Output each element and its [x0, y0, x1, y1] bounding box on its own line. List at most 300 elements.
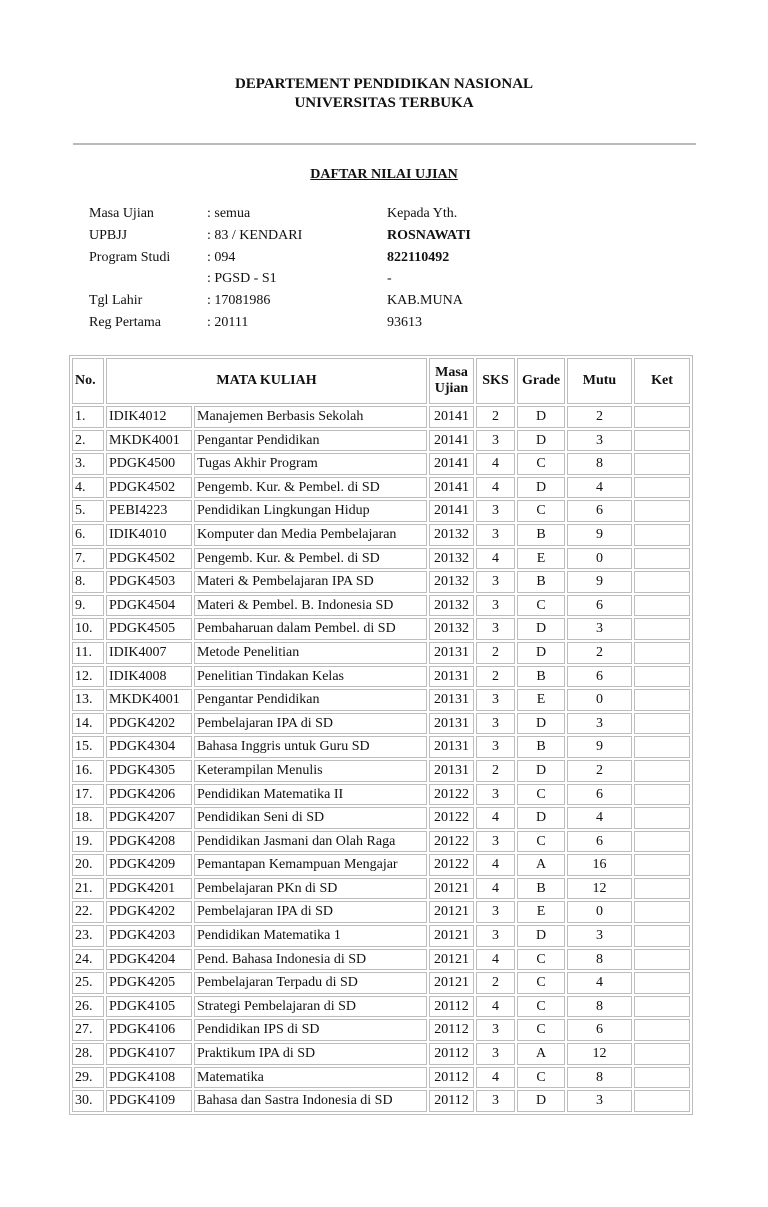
row-number-cell: 7. — [72, 548, 104, 570]
exam-period-cell: 20132 — [429, 524, 474, 546]
quality-points-cell: 16 — [567, 854, 632, 876]
remarks-cell — [634, 500, 690, 522]
course-name-cell: Materi & Pembelajaran IPA SD — [194, 571, 427, 593]
quality-points-cell: 2 — [567, 642, 632, 664]
credits-cell: 3 — [476, 713, 515, 735]
quality-points-cell: 4 — [567, 972, 632, 994]
postal-code: 93613 — [387, 315, 422, 330]
remarks-cell — [634, 642, 690, 664]
quality-points-cell: 12 — [567, 1043, 632, 1065]
course-code-cell: IDIK4008 — [106, 666, 192, 688]
credits-cell: 4 — [476, 477, 515, 499]
course-code-cell: PDGK4502 — [106, 477, 192, 499]
row-number-cell: 2. — [72, 430, 104, 452]
row-number-cell: 28. — [72, 1043, 104, 1065]
header-university: UNIVERSITAS TERBUKA — [294, 95, 474, 111]
grade-cell: B — [517, 666, 565, 688]
exam-period-cell: 20141 — [429, 477, 474, 499]
course-name-cell: Pembelajaran Terpadu di SD — [194, 972, 427, 994]
row-number-cell: 9. — [72, 595, 104, 617]
credits-cell: 3 — [476, 430, 515, 452]
table-row — [72, 406, 690, 428]
exam-period-cell: 20141 — [429, 406, 474, 428]
grade-cell: C — [517, 949, 565, 971]
course-code-cell: PDGK4305 — [106, 760, 192, 782]
grade-cell: C — [517, 500, 565, 522]
row-number-cell: 12. — [72, 666, 104, 688]
course-name-cell: Pengemb. Kur. & Pembel. di SD — [194, 477, 427, 499]
exam-period-cell: 20122 — [429, 854, 474, 876]
credits-cell: 4 — [476, 854, 515, 876]
table-row — [72, 784, 690, 806]
remarks-cell — [634, 831, 690, 853]
row-number-cell: 17. — [72, 784, 104, 806]
table-row — [72, 500, 690, 522]
credits-cell: 4 — [476, 949, 515, 971]
table-row — [72, 548, 690, 570]
table-row — [72, 1067, 690, 1089]
col-header-mata-kuliah: MATA KULIAH — [106, 358, 427, 404]
address-dash: - — [387, 271, 392, 286]
table-row — [72, 807, 690, 829]
exam-period-cell: 20121 — [429, 972, 474, 994]
grade-cell: E — [517, 901, 565, 923]
grade-cell: D — [517, 642, 565, 664]
credits-cell: 2 — [476, 760, 515, 782]
course-name-cell: Pendidikan Jasmani dan Olah Raga — [194, 831, 427, 853]
course-code-cell: PDGK4108 — [106, 1067, 192, 1089]
exam-period-cell: 20112 — [429, 996, 474, 1018]
course-name-cell: Bahasa Inggris untuk Guru SD — [194, 736, 427, 758]
course-code-cell: PDGK4502 — [106, 548, 192, 570]
course-name-cell: Pemantapan Kemampuan Mengajar — [194, 854, 427, 876]
remarks-cell — [634, 689, 690, 711]
row-number-cell: 30. — [72, 1090, 104, 1112]
credits-cell: 4 — [476, 453, 515, 475]
course-code-cell: IDIK4012 — [106, 406, 192, 428]
grade-cell: B — [517, 524, 565, 546]
row-number-cell: 26. — [72, 996, 104, 1018]
row-number-cell: 10. — [72, 618, 104, 640]
remarks-cell — [634, 666, 690, 688]
exam-period-cell: 20122 — [429, 807, 474, 829]
quality-points-cell: 3 — [567, 1090, 632, 1112]
reg-pertama-value: : 20111 — [207, 315, 249, 330]
table-row — [72, 972, 690, 994]
grade-cell: D — [517, 713, 565, 735]
grade-cell: D — [517, 1090, 565, 1112]
recipient-label: Kepada Yth. — [387, 206, 458, 221]
row-number-cell: 24. — [72, 949, 104, 971]
grade-cell: B — [517, 878, 565, 900]
credits-cell: 3 — [476, 524, 515, 546]
exam-period-cell: 20112 — [429, 1019, 474, 1041]
quality-points-cell: 6 — [567, 666, 632, 688]
table-row — [72, 1090, 690, 1112]
grade-cell: E — [517, 689, 565, 711]
remarks-cell — [634, 1043, 690, 1065]
course-name-cell: Materi & Pembel. B. Indonesia SD — [194, 595, 427, 617]
credits-cell: 3 — [476, 784, 515, 806]
course-code-cell: MKDK4001 — [106, 689, 192, 711]
table-row — [72, 736, 690, 758]
credits-cell: 3 — [476, 571, 515, 593]
page-title-text: DAFTAR NILAI UJIAN — [310, 167, 458, 182]
remarks-cell — [634, 1090, 690, 1112]
exam-period-cell: 20131 — [429, 713, 474, 735]
col-header-ujian: Ujian — [434, 381, 469, 396]
table-row — [72, 1043, 690, 1065]
exam-period-cell: 20122 — [429, 784, 474, 806]
quality-points-cell: 6 — [567, 1019, 632, 1041]
exam-period-cell: 20121 — [429, 925, 474, 947]
row-number-cell: 13. — [72, 689, 104, 711]
course-name-cell: Pendidikan Matematika 1 — [194, 925, 427, 947]
row-number-cell: 22. — [72, 901, 104, 923]
course-code-cell: IDIK4007 — [106, 642, 192, 664]
table-row — [72, 430, 690, 452]
grade-cell: D — [517, 477, 565, 499]
grade-cell: D — [517, 406, 565, 428]
grade-cell: A — [517, 854, 565, 876]
remarks-cell — [634, 925, 690, 947]
credits-cell: 4 — [476, 996, 515, 1018]
exam-period-cell: 20121 — [429, 901, 474, 923]
row-number-cell: 19. — [72, 831, 104, 853]
col-header-no: No. — [72, 358, 104, 404]
grade-cell: C — [517, 784, 565, 806]
grade-cell: C — [517, 972, 565, 994]
row-number-cell: 16. — [72, 760, 104, 782]
quality-points-cell: 2 — [567, 406, 632, 428]
program-studi-code: : 094 — [207, 250, 236, 265]
upbjj-value: : 83 / KENDARI — [207, 228, 303, 243]
table-row — [72, 854, 690, 876]
row-number-cell: 25. — [72, 972, 104, 994]
grade-cell: C — [517, 595, 565, 617]
remarks-cell — [634, 453, 690, 475]
table-row — [72, 666, 690, 688]
quality-points-cell: 3 — [567, 713, 632, 735]
exam-period-cell: 20131 — [429, 760, 474, 782]
credits-cell: 3 — [476, 1043, 515, 1065]
row-number-cell: 14. — [72, 713, 104, 735]
quality-points-cell: 3 — [567, 925, 632, 947]
grade-cell: C — [517, 996, 565, 1018]
credits-cell: 2 — [476, 406, 515, 428]
quality-points-cell: 0 — [567, 901, 632, 923]
table-row — [72, 878, 690, 900]
quality-points-cell: 12 — [567, 878, 632, 900]
exam-period-cell: 20112 — [429, 1067, 474, 1089]
course-code-cell: PDGK4105 — [106, 996, 192, 1018]
program-studi-label: Program Studi — [89, 250, 171, 265]
quality-points-cell: 8 — [567, 453, 632, 475]
remarks-cell — [634, 736, 690, 758]
course-name-cell: Pendidikan Seni di SD — [194, 807, 427, 829]
row-number-cell: 23. — [72, 925, 104, 947]
course-name-cell: Pendidikan Lingkungan Hidup — [194, 500, 427, 522]
table-row — [72, 713, 690, 735]
remarks-cell — [634, 595, 690, 617]
grade-cell: C — [517, 453, 565, 475]
table-row — [72, 760, 690, 782]
row-number-cell: 8. — [72, 571, 104, 593]
quality-points-cell: 8 — [567, 949, 632, 971]
row-number-cell: 27. — [72, 1019, 104, 1041]
exam-period-cell: 20122 — [429, 831, 474, 853]
credits-cell: 3 — [476, 736, 515, 758]
table-row — [72, 453, 690, 475]
credits-cell: 3 — [476, 831, 515, 853]
grade-cell: B — [517, 571, 565, 593]
course-code-cell: PDGK4206 — [106, 784, 192, 806]
table-row — [72, 571, 690, 593]
masa-ujian-label: Masa Ujian — [89, 206, 154, 221]
masa-ujian-value: : semua — [207, 206, 251, 221]
course-code-cell: PDGK4205 — [106, 972, 192, 994]
course-name-cell: Pengantar Pendidikan — [194, 689, 427, 711]
exam-period-cell: 20132 — [429, 595, 474, 617]
course-code-cell: PDGK4202 — [106, 713, 192, 735]
row-number-cell: 15. — [72, 736, 104, 758]
grade-cell: D — [517, 618, 565, 640]
quality-points-cell: 6 — [567, 784, 632, 806]
quality-points-cell: 9 — [567, 736, 632, 758]
remarks-cell — [634, 854, 690, 876]
course-code-cell: PDGK4107 — [106, 1043, 192, 1065]
course-code-cell: PDGK4207 — [106, 807, 192, 829]
exam-period-cell: 20131 — [429, 736, 474, 758]
table-row — [72, 831, 690, 853]
quality-points-cell: 6 — [567, 595, 632, 617]
remarks-cell — [634, 713, 690, 735]
remarks-cell — [634, 878, 690, 900]
col-header-sks: SKS — [476, 358, 515, 404]
col-header-masa: Masa — [435, 365, 468, 380]
credits-cell: 4 — [476, 807, 515, 829]
grade-cell: D — [517, 430, 565, 452]
quality-points-cell: 8 — [567, 1067, 632, 1089]
course-name-cell: Penelitian Tindakan Kelas — [194, 666, 427, 688]
exam-period-cell: 20112 — [429, 1090, 474, 1112]
grade-cell: E — [517, 548, 565, 570]
row-number-cell: 18. — [72, 807, 104, 829]
table-row — [72, 618, 690, 640]
table-row — [72, 642, 690, 664]
course-name-cell: Pembaharuan dalam Pembel. di SD — [194, 618, 427, 640]
divider — [73, 143, 696, 145]
quality-points-cell: 0 — [567, 689, 632, 711]
grades-table — [69, 355, 693, 1115]
row-number-cell: 6. — [72, 524, 104, 546]
credits-cell: 3 — [476, 925, 515, 947]
course-name-cell: Pembelajaran IPA di SD — [194, 713, 427, 735]
remarks-cell — [634, 618, 690, 640]
course-code-cell: PDGK4203 — [106, 925, 192, 947]
course-name-cell: Pengantar Pendidikan — [194, 430, 427, 452]
row-number-cell: 4. — [72, 477, 104, 499]
course-name-cell: Praktikum IPA di SD — [194, 1043, 427, 1065]
course-code-cell: PDGK4500 — [106, 453, 192, 475]
remarks-cell — [634, 901, 690, 923]
course-name-cell: Metode Penelitian — [194, 642, 427, 664]
table-row — [72, 595, 690, 617]
tgl-lahir-label: Tgl Lahir — [89, 293, 143, 308]
credits-cell: 4 — [476, 878, 515, 900]
course-code-cell: PDGK4204 — [106, 949, 192, 971]
course-name-cell: Pengemb. Kur. & Pembel. di SD — [194, 548, 427, 570]
exam-period-cell: 20141 — [429, 500, 474, 522]
course-name-cell: Pendidikan Matematika II — [194, 784, 427, 806]
credits-cell: 2 — [476, 642, 515, 664]
exam-period-cell: 20132 — [429, 571, 474, 593]
program-studi-name: : PGSD - S1 — [207, 271, 277, 286]
course-code-cell: PDGK4201 — [106, 878, 192, 900]
col-header-grade: Grade — [517, 358, 565, 404]
credits-cell: 3 — [476, 1019, 515, 1041]
quality-points-cell: 4 — [567, 807, 632, 829]
exam-period-cell: 20121 — [429, 949, 474, 971]
col-header-mutu: Mutu — [567, 358, 632, 404]
quality-points-cell: 3 — [567, 618, 632, 640]
remarks-cell — [634, 949, 690, 971]
course-name-cell: Pend. Bahasa Indonesia di SD — [194, 949, 427, 971]
row-number-cell: 11. — [72, 642, 104, 664]
course-code-cell: PDGK4109 — [106, 1090, 192, 1112]
table-row — [72, 524, 690, 546]
grade-cell: A — [517, 1043, 565, 1065]
course-code-cell: PDGK4209 — [106, 854, 192, 876]
grade-cell: D — [517, 807, 565, 829]
row-number-cell: 1. — [72, 406, 104, 428]
remarks-cell — [634, 430, 690, 452]
col-header-ket: Ket — [634, 358, 690, 404]
credits-cell: 3 — [476, 689, 515, 711]
table-row — [72, 1019, 690, 1041]
course-name-cell: Strategi Pembelajaran di SD — [194, 996, 427, 1018]
course-name-cell: Komputer dan Media Pembelajaran — [194, 524, 427, 546]
quality-points-cell: 0 — [567, 548, 632, 570]
course-name-cell: Pembelajaran IPA di SD — [194, 901, 427, 923]
course-code-cell: IDIK4010 — [106, 524, 192, 546]
col-header-masa-ujian — [429, 358, 474, 404]
course-name-cell: Pembelajaran PKn di SD — [194, 878, 427, 900]
table-row — [72, 901, 690, 923]
exam-period-cell: 20141 — [429, 453, 474, 475]
row-number-cell: 29. — [72, 1067, 104, 1089]
remarks-cell — [634, 784, 690, 806]
grade-cell: C — [517, 1067, 565, 1089]
tgl-lahir-value: : 17081986 — [207, 293, 271, 308]
course-code-cell: PDGK4504 — [106, 595, 192, 617]
credits-cell: 2 — [476, 972, 515, 994]
quality-points-cell: 9 — [567, 571, 632, 593]
credits-cell: 4 — [476, 1067, 515, 1089]
course-code-cell: PDGK4106 — [106, 1019, 192, 1041]
remarks-cell — [634, 571, 690, 593]
credits-cell: 3 — [476, 901, 515, 923]
upbjj-label: UPBJJ — [89, 228, 128, 243]
table-row — [72, 689, 690, 711]
student-nim: 822110492 — [387, 250, 450, 265]
remarks-cell — [634, 524, 690, 546]
quality-points-cell: 6 — [567, 831, 632, 853]
remarks-cell — [634, 1067, 690, 1089]
exam-period-cell: 20132 — [429, 548, 474, 570]
exam-period-cell: 20132 — [429, 618, 474, 640]
grade-cell: D — [517, 760, 565, 782]
quality-points-cell: 6 — [567, 500, 632, 522]
course-name-cell: Keterampilan Menulis — [194, 760, 427, 782]
exam-period-cell: 20121 — [429, 878, 474, 900]
exam-period-cell: 20131 — [429, 666, 474, 688]
credits-cell: 3 — [476, 618, 515, 640]
course-code-cell: PDGK4505 — [106, 618, 192, 640]
remarks-cell — [634, 548, 690, 570]
grade-cell: C — [517, 831, 565, 853]
course-name-cell: Bahasa dan Sastra Indonesia di SD — [194, 1090, 427, 1112]
credits-cell: 2 — [476, 666, 515, 688]
remarks-cell — [634, 1019, 690, 1041]
course-code-cell: PDGK4208 — [106, 831, 192, 853]
course-name-cell: Manajemen Berbasis Sekolah — [194, 406, 427, 428]
remarks-cell — [634, 807, 690, 829]
course-code-cell: PEBI4223 — [106, 500, 192, 522]
header-ministry: DEPARTEMENT PENDIDIKAN NASIONAL — [234, 76, 534, 92]
remarks-cell — [634, 972, 690, 994]
quality-points-cell: 3 — [567, 430, 632, 452]
course-name-cell: Matematika — [194, 1067, 427, 1089]
remarks-cell — [634, 477, 690, 499]
student-name: ROSNAWATI — [387, 228, 471, 243]
course-code-cell: MKDK4001 — [106, 430, 192, 452]
course-name-cell: Pendidikan IPS di SD — [194, 1019, 427, 1041]
remarks-cell — [634, 760, 690, 782]
credits-cell: 3 — [476, 500, 515, 522]
exam-period-cell: 20131 — [429, 689, 474, 711]
credits-cell: 4 — [476, 548, 515, 570]
course-code-cell: PDGK4202 — [106, 901, 192, 923]
exam-period-cell: 20112 — [429, 1043, 474, 1065]
credits-cell: 3 — [476, 595, 515, 617]
course-code-cell: PDGK4304 — [106, 736, 192, 758]
quality-points-cell: 8 — [567, 996, 632, 1018]
row-number-cell: 5. — [72, 500, 104, 522]
exam-period-cell: 20141 — [429, 430, 474, 452]
grade-cell: D — [517, 925, 565, 947]
address-city: KAB.MUNA — [387, 293, 463, 308]
course-code-cell: PDGK4503 — [106, 571, 192, 593]
table-row — [72, 925, 690, 947]
remarks-cell — [634, 406, 690, 428]
quality-points-cell: 9 — [567, 524, 632, 546]
grade-cell: B — [517, 736, 565, 758]
table-row — [72, 996, 690, 1018]
row-number-cell: 20. — [72, 854, 104, 876]
quality-points-cell: 4 — [567, 477, 632, 499]
grade-cell: C — [517, 1019, 565, 1041]
credits-cell: 3 — [476, 1090, 515, 1112]
quality-points-cell: 2 — [567, 760, 632, 782]
row-number-cell: 3. — [72, 453, 104, 475]
table-header-row — [72, 358, 690, 404]
course-name-cell: Tugas Akhir Program — [194, 453, 427, 475]
remarks-cell — [634, 996, 690, 1018]
page-title — [0, 167, 768, 183]
reg-pertama-label: Reg Pertama — [89, 315, 161, 330]
row-number-cell: 21. — [72, 878, 104, 900]
